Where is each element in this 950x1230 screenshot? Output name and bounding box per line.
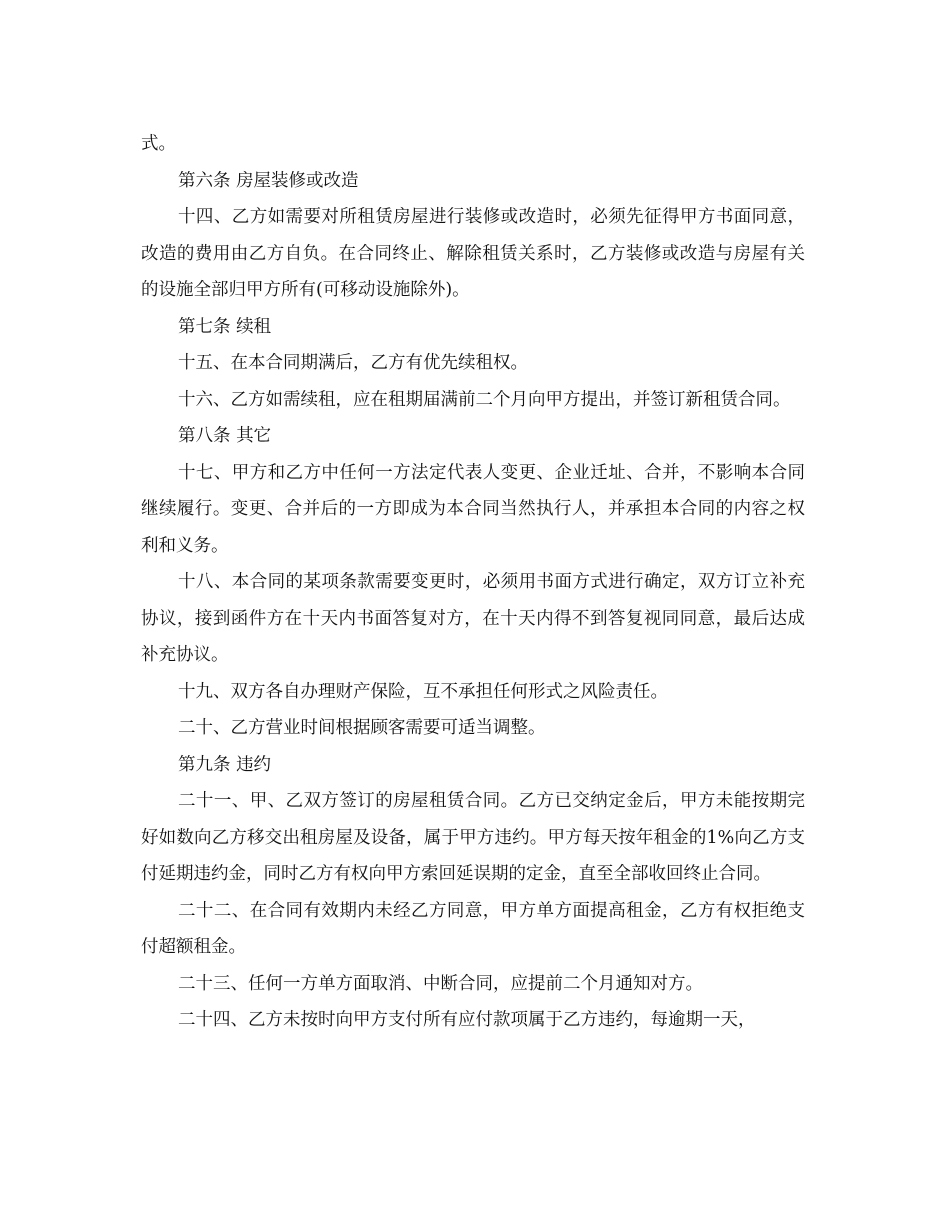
article-heading-6: 第六条 房屋装修或改造 [178, 170, 359, 191]
article-heading-7: 第七条 续租 [178, 316, 272, 337]
clause-22: 二十二、在合同有效期内未经乙方同意，甲方单方面提高租金，乙方有权拒绝支付超额租金。 [141, 900, 805, 957]
clause-24: 二十四、乙方未按时向甲方支付所有应付款项属于乙方违约，每逾期一天， [178, 1010, 756, 1030]
clause-15: 十五、在本合同期满后，乙方有优先续租权。 [178, 353, 528, 373]
clause-16: 十六、乙方如需续租，应在租期届满前二个月向甲方提出，并签订新租赁合同。 [178, 389, 791, 410]
clause-21: 二十一、甲、乙双方签订的房屋租赁合同。乙方已交纳定金后，甲方未能按期完好如数向乙方移交出租房屋及设备，属于甲方违约。甲方每天按年租金的1%向乙方支付延期违约金，同时乙方有权向甲方索回延误期的定金，直至全部收回终止合同。 [141, 791, 805, 884]
clause-18: 十八、本合同的某项条款需要变更时，必须用书面方式进行确定，双方订立补充协议，接到函件方在十天内书面答复对方，在十天内得不到答复视同同意，最后达成补充协议。 [141, 572, 805, 665]
clause-19: 十九、双方各自办理财产保险，互不承担任何形式之风险责任。 [178, 681, 668, 702]
paragraph-continuation: 式。 [141, 134, 176, 154]
clause-17: 十七、甲方和乙方中任何一方法定代表人变更、企业迁址、合并，不影响本合同继续履行。变更、合并后的一方即成为本合同当然执行人，并承担本合同的内容之权利和义务。 [141, 462, 805, 556]
article-heading-8: 第八条 其它 [178, 426, 272, 446]
clause-14: 十四、乙方如需要对所租赁房屋进行装修或改造时，必须先征得甲方书面同意，改造的费用由乙方自负。在合同终止、解除租赁关系时，乙方装修或改造与房屋有关的设施全部归甲方所有(可移动设施除外)。 [141, 207, 805, 300]
document-page [141, 126, 805, 1039]
article-heading-9: 第九条 违约 [178, 754, 272, 775]
clause-20: 二十、乙方营业时间根据顾客需要可适当调整。 [178, 718, 546, 738]
clause-23: 二十三、任何一方单方面取消、中断合同，应提前二个月通知对方。 [178, 973, 703, 994]
